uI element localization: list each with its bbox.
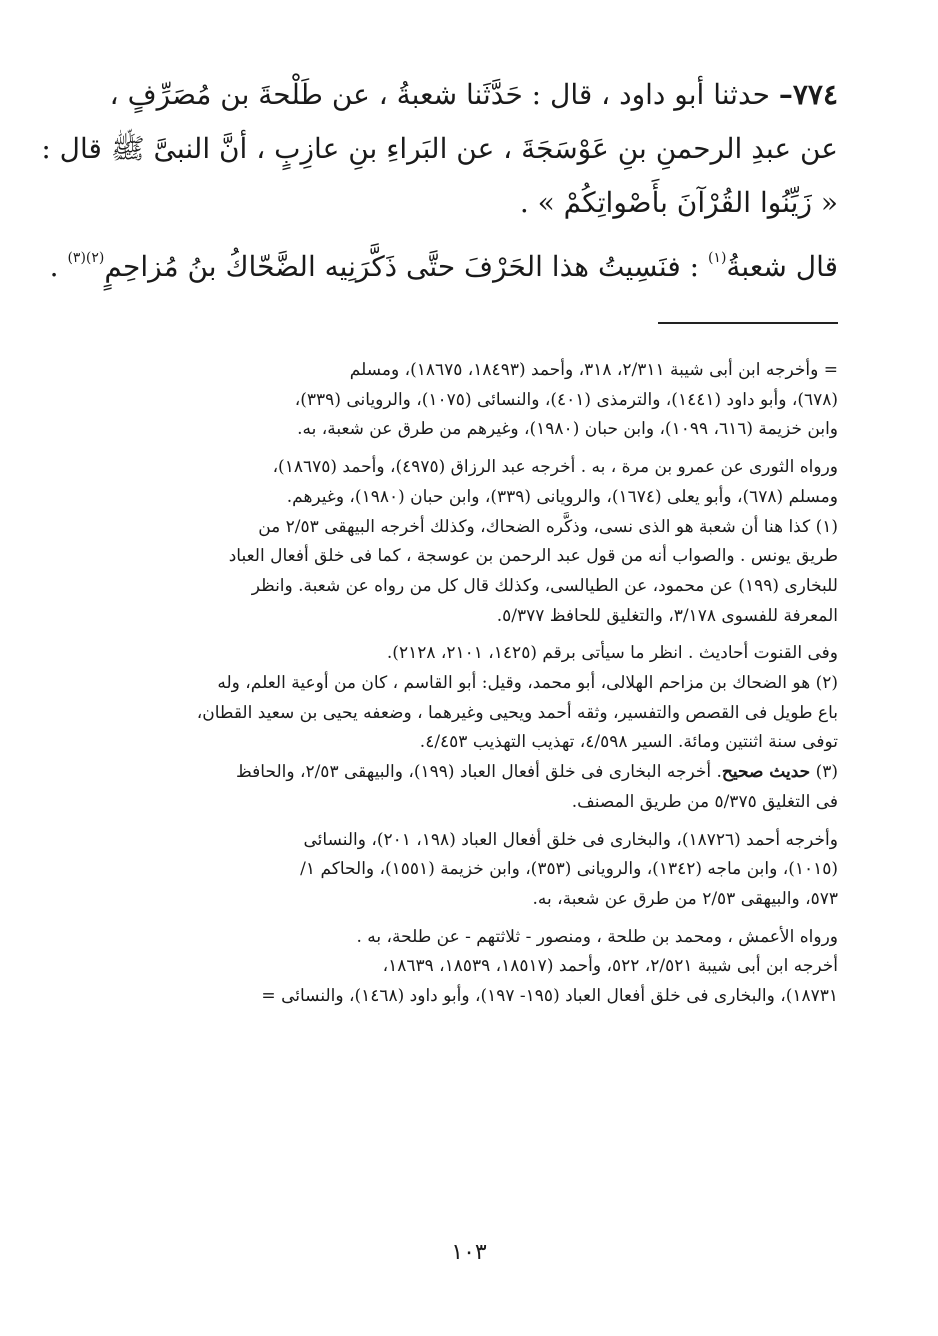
hadith-text xyxy=(41,68,838,294)
grading-label: حديث صحيح xyxy=(721,762,811,783)
footnote-line: (١٠١٥)، وابن ماجه (١٣٤٢)، والرويانى (٣٥٣)، وابن خزيمة (١٥٥١)، والحاكم ١/ xyxy=(300,859,838,880)
footnote-line: ١٨٧٣١)، والبخارى فى خلق أفعال العباد (١٩٥- ١٩٧)، وأبو داود (١٤٦٨)، والنسائى = xyxy=(261,986,838,1007)
hadith-line-3: « زَيِّنُوا القُرْآنَ بأَصْواتِكُمْ » . xyxy=(519,186,838,219)
footnote-line: ورواه الأعمش ، ومحمد بن طلحة ، ومنصور - ثلاثتهم - عن طلحة، به . xyxy=(356,926,838,947)
hadith-line-1 xyxy=(109,68,838,122)
footnote-line: وابن خزيمة (٦١٦، ١٠٩٩)، وابن حبان (١٩٨٠)، وغيرهم من طرق عن شعبة، به. xyxy=(297,419,838,440)
footnote-line: (١) كذا هنا أن شعبة هو الذى نسى، وذكَّره الضحاك، وكذلك أخرجه البيهقى ٢/٥٣ من xyxy=(258,516,838,537)
footnote-line: = وأخرجه ابن أبى شيبة ٢/٣١١، ٣١٨، وأحمد (١٨٤٩٣، ١٨٦٧٥)، ومسلم xyxy=(349,360,838,380)
footnote-line: باع طويل فى القصص والتفسير، وثقه أحمد ويحيى وغيرهما ، وضعفه يحيى بن سعيد القطان، xyxy=(196,702,838,723)
footnote-line: ورواه الثورى عن عمرو بن مرة ، به . أخرجه عبد الرزاق (٤٩٧٥)، وأحمد (١٨٦٧٥)، xyxy=(272,457,838,478)
footnote-line: ومسلم (٦٧٨)، وأبو يعلى (١٦٧٤)، والرويانى (٣٣٩)، وابن حبان (١٩٨٠)، وغيرهم. xyxy=(286,486,838,507)
footnote-line: وفى القنوت أحاديث . انظر ما سيأتى برقم (١٤٢٥، ٢١٠١، ٢١٢٨). xyxy=(386,643,838,664)
footnote-ref-2-3: (٢)(٣) xyxy=(67,250,105,266)
footnote-line: ٥٧٣، والبيهقى ٢/٥٣ من طرق عن شعبة، به. xyxy=(532,888,838,909)
hadith-line-2: عن عبدِ الرحمنِ بنِ عَوْسَجَةَ ، عن البَراءِ بنِ عازِبٍ ، أنَّ النبىَّ ﷺ قال : xyxy=(41,132,838,165)
shuba-pre: قال شعبةُ xyxy=(726,250,838,283)
footnote-line: (٦٧٨)، وأبو داود (١٤٤١)، والترمذى (٤٠١)، والنسائى (١٠٧٥)، والرويانى (٣٣٩)، xyxy=(294,389,838,410)
footnote-line: فى التغليق ٥/٣٧٥ من طريق المصنف. xyxy=(571,791,838,812)
footnote-line: المعرفة للفسوى ٣/١٧٨، والتغليق للحافظ ٥/٣٧٧. xyxy=(496,605,838,626)
shuba-mid: : فنَسِيتُ هذا الحَرْفَ حتَّى ذَكَّرَنِيه الضَّحّاكُ بنُ مُزاحِمٍ xyxy=(104,250,708,283)
footnote-line xyxy=(98,758,838,788)
footnote-3-text: . أخرجه البخارى فى خلق أفعال العباد (١٩٩)، والبيهقى ٢/٥٣، والحافظ xyxy=(236,762,722,783)
footnote-line: طريق يونس . والصواب أنه من قول عبد الرحمن بن عوسجة ، كما فى خلق أفعال العباد xyxy=(228,546,838,567)
shuba-post: . xyxy=(49,250,68,283)
footnote-line: (٢) هو الضحاك بن مزاحم الهلالى، أبو محمد، وقيل: أبو القاسم ، كان من أوعية العلم، وله xyxy=(217,673,838,694)
footnote-3-number: (٣) xyxy=(810,762,838,783)
shuba-statement xyxy=(49,240,838,294)
footnote-line: وأخرجه أحمد (١٨٧٢٦)، والبخارى فى خلق أفعال العباد (١٩٨، ٢٠١)، والنسائى xyxy=(303,829,838,850)
footnote-line: أخرجه ابن أبى شيبة ٢/٥٢١، ٥٢٢، وأحمد (١٨٥١٧، ١٨٥٣٩، ١٨٦٣٩، xyxy=(382,956,838,977)
hadith-number: ٧٧٤– xyxy=(778,78,838,111)
footnote-ref-1: (١) xyxy=(707,250,727,266)
footnote-line: للبخارى (١٩٩) عن محمود، عن الطيالسى، وكذلك قال كل من رواه عن شعبة. وانظر xyxy=(251,575,838,596)
footnote-separator xyxy=(658,322,838,324)
page-number: ١٠٣ xyxy=(451,1240,487,1265)
footnotes xyxy=(98,356,838,1012)
footnote-line: توفى سنة اثنتين ومائة. السير ٤/٥٩٨، تهذيب التهذيب ٤/٤٥٣. xyxy=(419,732,838,753)
hadith-line-1-text: حدثنا أبو داود ، قال : حَدَّثَنا شعبةُ ، عن طَلْحةَ بن مُصَرِّفٍ ، xyxy=(109,78,779,111)
